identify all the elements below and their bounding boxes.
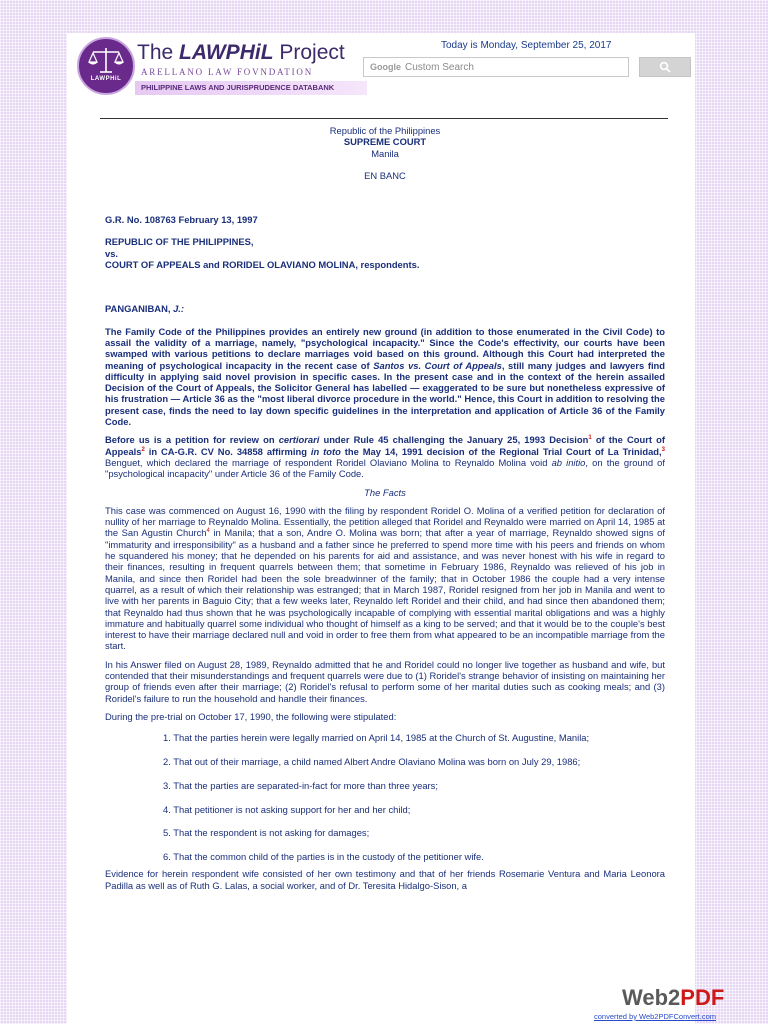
search-input[interactable] bbox=[363, 57, 629, 77]
today-date: Today is Monday, September 25, 2017 bbox=[441, 40, 612, 51]
header-divider bbox=[100, 118, 668, 119]
footnote-2-link[interactable]: 2 bbox=[141, 446, 145, 453]
paragraph-facts: This case was commenced on August 16, 1990 with the filing by respondent Roridel O. Molina of a verified petition for declaration of nullity of her marriage to Reynaldo Molina. Essentially, the petition alleged that Roridel and Reynaldo were married on April 14, 1985 at the San Agustin Church$^4$ in Manila; that a son, Andre O. Molina was born; that after a year of marriage, Reynaldo showed signs of "immaturity and irresponsibility" as a husband and a father since he preferred to spend more time with his peers and friends on whom he squandered his money; that he depended on his parents for aid and assistance, and was never honest with his wife in regard to their finances, resulting in frequent quarrels between them; that sometime in February 1986, Reynaldo was relieved of his job in Manila, and since then Roridel had been the sole breadwinner of the family; that in October 1986 the couple had a very intense quarrel, as a result of which their relationship was estranged; that in March 1987, Roridel resigned from her job in Manila and went to live with her parents in Baguio City; that a few weeks later, Reynaldo left Roridel and their child, and had since then abandoned them; that Reynaldo had thus shown that he was psychologically incapable of complying with essential marital obligations and was a highly immature and habitually quarrel some individual who thought of himself as a king to be served; and that it would be to the couple's best interest to have their marriage declared null and void in order to free them from what appeared to be an incompatible marriage from the start. bbox=[105, 504, 665, 652]
scales-of-justice-icon: LAWPHiL bbox=[77, 37, 135, 95]
case-number: G.R. No. 108763 February 13, 1997 bbox=[105, 214, 258, 226]
logo-subtitle: ARELLANO LAW FOVNDATION bbox=[141, 67, 314, 77]
search-button[interactable] bbox=[639, 57, 691, 77]
list-item: 4. That petitioner is not asking support for her and her child; bbox=[163, 803, 411, 815]
logo-title: The LAWPHiL Project bbox=[137, 41, 345, 64]
list-item: 3. That the parties are separated-in-fact for more than three years; bbox=[163, 779, 438, 791]
court-name: SUPREME COURT bbox=[343, 136, 427, 148]
web2pdf-link[interactable]: converted by Web2PDFConvert.com bbox=[594, 1012, 716, 1021]
logo-band: PHILIPPINE LAWS AND JURISPRUDENCE DATABANK bbox=[135, 81, 367, 95]
paragraph-petition: Before us is a petition for review on certiorari under Rule 45 challenging the January 25, 1993 Decision$^1$ of the Court of Appeals$^2$ in CA-G.R. CV No. 34858 affirming in toto the May 14, 1991 decision of the Regional Trial Court of La Trinidad,$^3$ Benguet, which declared the marriage of respondent Roridel Olaviano Molina to Reynaldo Molina void ab initio, on the ground of "psychological incapacity" under Article 36 of the Family Code. bbox=[105, 434, 665, 480]
facts-heading: The Facts bbox=[364, 486, 406, 498]
list-item: 5. That the respondent is not asking for damages; bbox=[163, 827, 370, 839]
document-page bbox=[67, 33, 695, 1024]
lawphil-logo[interactable] bbox=[77, 37, 367, 99]
decision-text bbox=[105, 125, 665, 891]
web2pdf-logo: Web2PDF bbox=[622, 985, 725, 1010]
paragraph-pretrial: During the pre-trial on October 17, 1990, the following were stipulated: bbox=[105, 710, 397, 722]
footnote-4-link[interactable]: 4 bbox=[206, 528, 210, 535]
party-petitioner: REPUBLIC OF THE PHILIPPINES, bbox=[105, 236, 254, 248]
list-item: 6. That the common child of the parties is in the custody of the petitioner wife. bbox=[163, 851, 484, 863]
footnote-1-link[interactable]: 1 bbox=[588, 435, 592, 442]
web2pdf-badge[interactable] bbox=[594, 985, 752, 1023]
division: EN BANC bbox=[364, 169, 406, 181]
city: Manila bbox=[371, 147, 399, 159]
ponente: PANGANIBAN, J.: bbox=[105, 303, 185, 315]
search-icon bbox=[659, 61, 671, 73]
paragraph-evidence: Evidence for herein respondent wife consisted of her own testimony and that of her friends Rosemarie Ventura and Maria Leonora Padilla as well as of Ruth G. Lalas, a social worker, and of Dr. Teresita Hidalgo-Sison, a bbox=[105, 868, 665, 891]
party-respondents: COURT OF APPEALS and RORIDEL OLAVIANO MOLINA, respondents. bbox=[105, 259, 420, 271]
paragraph-answer: In his Answer filed on August 28, 1989, Reynaldo admitted that he and Roridel could no longer live together as husband and wife, but contended that their misunderstandings and frequent quarrels were due to (1) Roridel's strange behavior of insisting on maintaining her group of friends even after their marriage; (2) Roridel's refusal to perform some of her marital duties such as cooking meals; and (3) Roridel's failure to run the household and handle their finances. bbox=[105, 658, 665, 704]
list-item: 2. That out of their marriage, a child named Albert Andre Olaviano Molina was born on July 29, 1986; bbox=[163, 755, 581, 767]
list-item: 1. That the parties herein were legally married on April 14, 1985 at the Church of St. Augustine, Manila; bbox=[163, 732, 590, 744]
versus: vs. bbox=[105, 247, 119, 259]
search-placeholder: Custom Search bbox=[405, 62, 474, 73]
stipulations-list bbox=[105, 732, 665, 862]
google-brand: Google bbox=[370, 62, 401, 72]
country: Republic of the Philippines bbox=[329, 125, 441, 136]
footnote-3-link[interactable]: 3 bbox=[661, 446, 665, 453]
paragraph-intro: The Family Code of the Philippines provides an entirely new ground (in addition to those enumerated in the Civil Code) to assail the validity of a marriage, namely, "psychological incapacity." Since the Code's effectivity, our courts have been swamped with various petitions to declare marriages void based on this ground. Although this Court had interpreted the meaning of psychological incapacity in the recent case of Santos vs. Court of Appeals, still many judges and lawyers find difficulty in applying said novel provision in specific cases. In the present case and in the context of the herein assailed Decision of the Court of Appeals, the Solicitor General has labelled — exaggerated to be sure but nonetheless expressive of his frustration — Article 36 as the "most liberal divorce procedure in the world." Hence, this Court in addition to resolving the present case, finds the need to lay down specific guidelines in the interpretation and application of Article 36 of the Family Code. bbox=[105, 325, 665, 428]
